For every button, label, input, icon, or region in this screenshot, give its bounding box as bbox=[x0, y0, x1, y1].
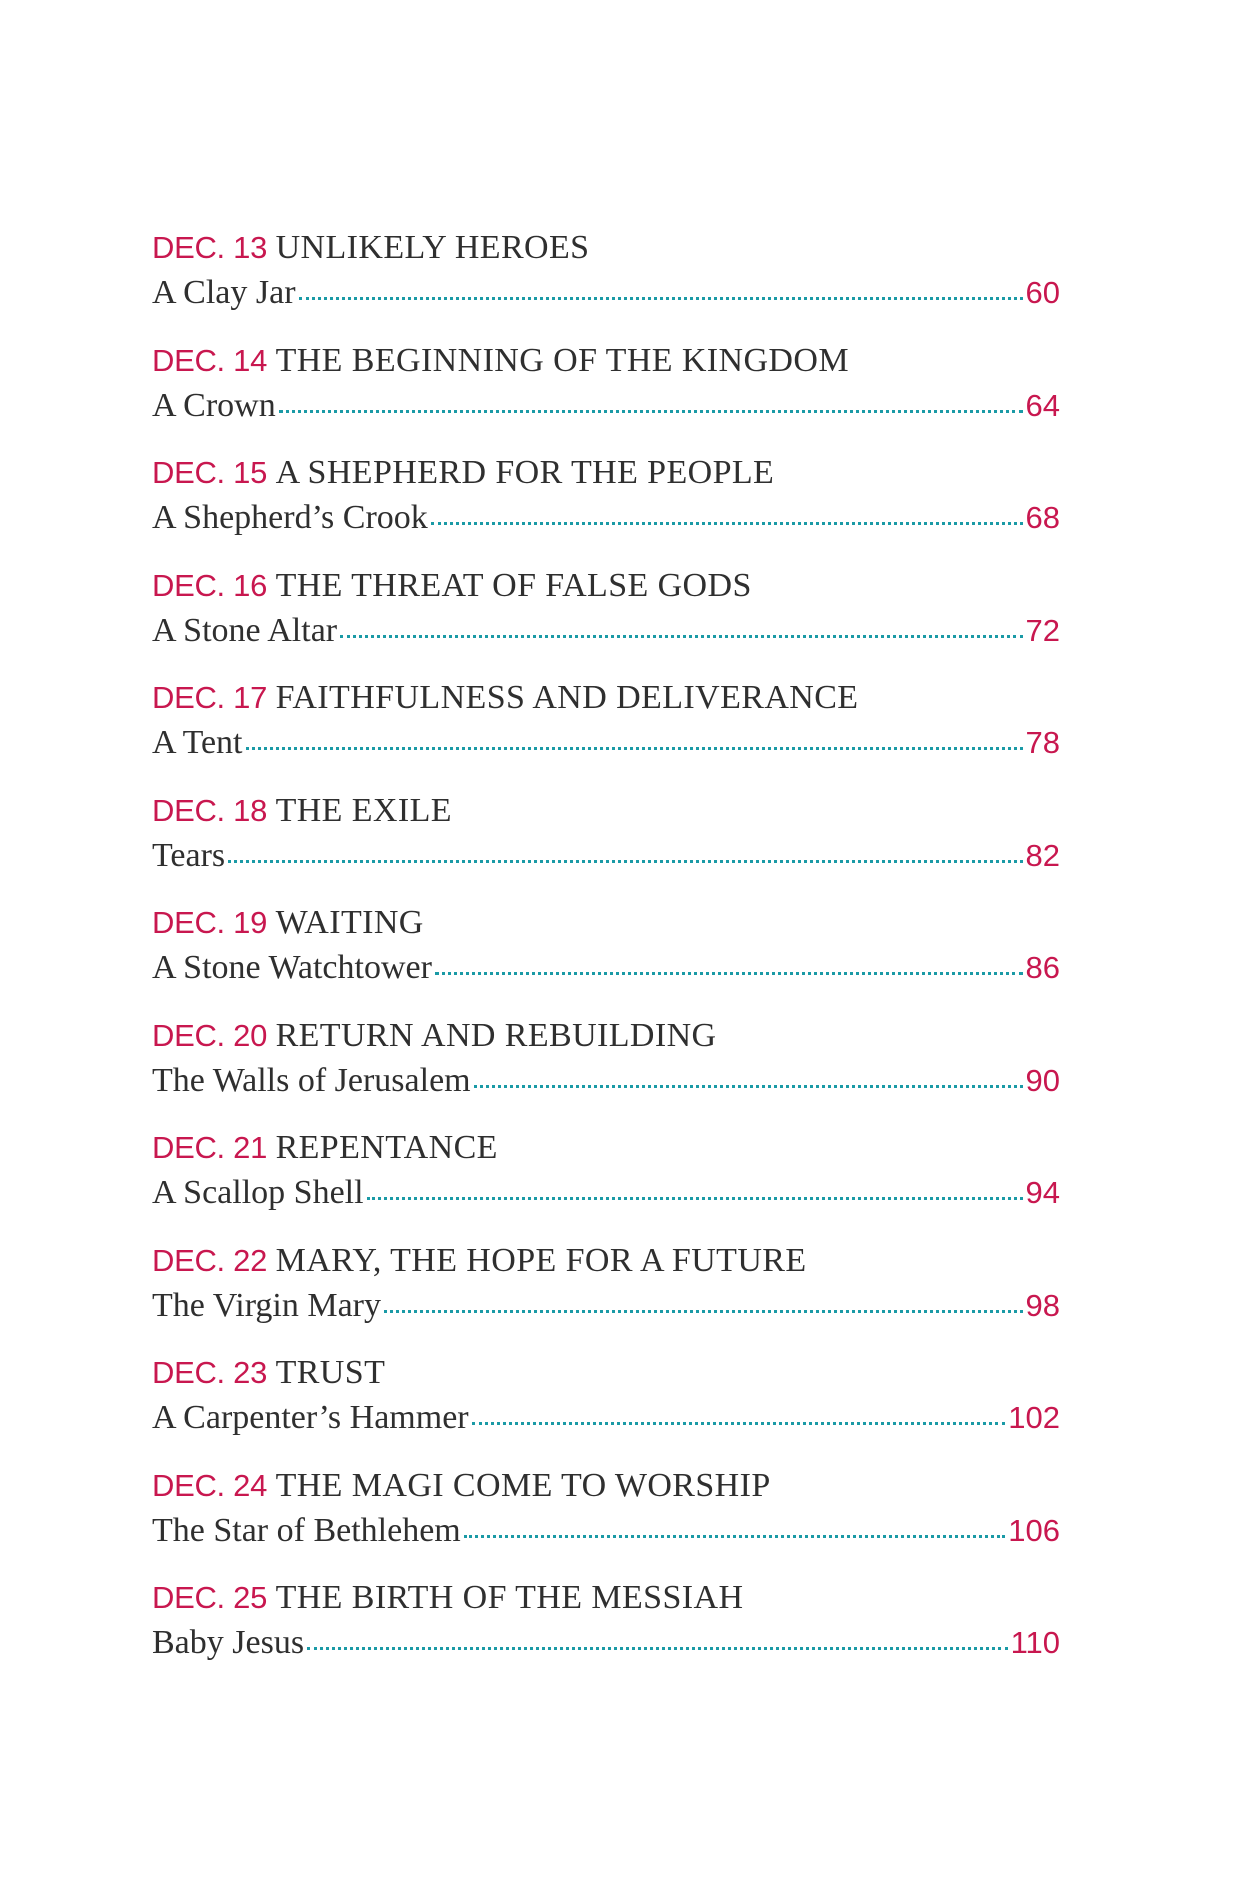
toc-entry-heading bbox=[152, 225, 1060, 270]
toc-entry-page-number: 60 bbox=[1025, 275, 1060, 310]
toc-entry-title: FAITHFULNESS AND DELIVERANCE bbox=[275, 679, 859, 716]
toc-entry-date: DEC. 23 bbox=[152, 1355, 268, 1390]
toc-entry-subtitle: Tears bbox=[152, 836, 226, 874]
toc-entry bbox=[152, 450, 1060, 563]
dot-leader bbox=[431, 522, 1023, 525]
toc-entry bbox=[152, 900, 1060, 1013]
toc-entry-heading bbox=[152, 1238, 1060, 1283]
toc-entry-title: THE BEGINNING OF THE KINGDOM bbox=[275, 341, 849, 379]
toc-entry-line[interactable] bbox=[152, 1620, 1060, 1665]
toc-entry-page-number: 78 bbox=[1025, 725, 1060, 760]
toc-entry-line[interactable] bbox=[152, 608, 1060, 653]
toc-entry-title: THE THREAT OF FALSE GODS bbox=[275, 566, 752, 604]
toc-entry-heading bbox=[152, 338, 1060, 383]
toc-entry bbox=[152, 225, 1060, 338]
toc-entry-page-number: 72 bbox=[1025, 612, 1060, 648]
toc-entry-title: A SHEPHERD FOR THE PEOPLE bbox=[275, 454, 775, 491]
toc-entry-subtitle: A Stone Altar bbox=[152, 611, 338, 649]
toc-entry-heading bbox=[152, 1013, 1060, 1058]
toc-entry bbox=[152, 1238, 1060, 1351]
toc-entry bbox=[152, 788, 1060, 901]
toc-entry-title: RETURN AND REBUILDING bbox=[275, 1016, 717, 1054]
toc-entry-date: DEC. 22 bbox=[152, 1242, 268, 1278]
toc-entry-line[interactable] bbox=[152, 1283, 1060, 1328]
toc-entry-heading bbox=[152, 1125, 1060, 1170]
toc-entry bbox=[152, 1013, 1060, 1126]
toc-entry-title: MARY, THE HOPE FOR A FUTURE bbox=[275, 1241, 807, 1279]
dot-leader bbox=[279, 410, 1023, 413]
toc-entry-date: DEC. 21 bbox=[152, 1130, 268, 1165]
toc-entry-date: DEC. 25 bbox=[152, 1580, 268, 1615]
toc-entry-heading bbox=[152, 675, 1060, 720]
toc-entry-title: WAITING bbox=[275, 904, 424, 941]
toc-entry-date: DEC. 17 bbox=[152, 680, 268, 715]
toc-entry-date: DEC. 14 bbox=[152, 342, 268, 378]
toc-entry-heading bbox=[152, 788, 1060, 833]
toc-entry-heading bbox=[152, 450, 1060, 495]
table-of-contents bbox=[152, 225, 1060, 1688]
toc-entry-line[interactable] bbox=[152, 1395, 1060, 1440]
toc-entry-page-number: 68 bbox=[1025, 500, 1060, 535]
toc-entry-line[interactable] bbox=[152, 383, 1060, 428]
toc-entry-line[interactable] bbox=[152, 833, 1060, 878]
toc-entry-page-number: 82 bbox=[1025, 837, 1060, 873]
toc-entry bbox=[152, 1463, 1060, 1576]
toc-entry-title: TRUST bbox=[275, 1354, 386, 1391]
toc-entry-page-number: 106 bbox=[1008, 1512, 1060, 1548]
toc-entry bbox=[152, 1125, 1060, 1238]
toc-entry-line[interactable] bbox=[152, 270, 1060, 315]
toc-entry-line[interactable] bbox=[152, 495, 1060, 540]
toc-entry-page-number: 64 bbox=[1025, 387, 1060, 423]
toc-entry-subtitle: A Crown bbox=[152, 386, 276, 424]
toc-entry-page-number: 102 bbox=[1008, 1400, 1060, 1435]
toc-entry-date: DEC. 13 bbox=[152, 230, 268, 265]
toc-entry-title: THE EXILE bbox=[275, 791, 452, 829]
toc-entry-heading bbox=[152, 1350, 1060, 1395]
toc-entry-date: DEC. 19 bbox=[152, 905, 268, 940]
toc-entry-heading bbox=[152, 563, 1060, 608]
dot-leader bbox=[307, 1647, 1008, 1650]
toc-entry-subtitle: A Stone Watchtower bbox=[152, 949, 432, 986]
toc-entry-date: DEC. 18 bbox=[152, 792, 268, 828]
dot-leader bbox=[464, 1535, 1006, 1538]
toc-entry bbox=[152, 338, 1060, 451]
dot-leader bbox=[340, 635, 1022, 638]
toc-entry-line[interactable] bbox=[152, 1170, 1060, 1215]
toc-entry-title: UNLIKELY HEROES bbox=[275, 229, 590, 266]
toc-entry-date: DEC. 20 bbox=[152, 1017, 268, 1053]
toc-entry-date: DEC. 15 bbox=[152, 455, 268, 490]
toc-entry-date: DEC. 16 bbox=[152, 567, 268, 603]
dot-leader bbox=[384, 1310, 1023, 1313]
toc-entry-subtitle: The Walls of Jerusalem bbox=[152, 1061, 471, 1099]
toc-entry-page-number: 98 bbox=[1025, 1287, 1060, 1323]
toc-entry-heading bbox=[152, 1463, 1060, 1508]
toc-entry-subtitle: A Carpenter’s Hammer bbox=[152, 1399, 469, 1436]
dot-leader bbox=[367, 1197, 1023, 1200]
toc-entry-subtitle: A Shepherd’s Crook bbox=[152, 499, 428, 536]
toc-entry-title: THE MAGI COME TO WORSHIP bbox=[275, 1466, 771, 1504]
toc-entry-subtitle: Baby Jesus bbox=[152, 1624, 305, 1661]
toc-entry bbox=[152, 1350, 1060, 1463]
toc-entry-page-number: 110 bbox=[1010, 1625, 1060, 1660]
dot-leader bbox=[299, 297, 1023, 300]
dot-leader bbox=[228, 860, 1022, 863]
toc-entry-line[interactable] bbox=[152, 945, 1060, 990]
toc-entry-page-number: 86 bbox=[1025, 950, 1060, 985]
toc-entry-line[interactable] bbox=[152, 1058, 1060, 1103]
toc-entry bbox=[152, 1575, 1060, 1688]
dot-leader bbox=[472, 1422, 1006, 1425]
toc-entry-subtitle: The Star of Bethlehem bbox=[152, 1511, 461, 1549]
toc-entry-title: THE BIRTH OF THE MESSIAH bbox=[275, 1579, 744, 1616]
toc-entry-date: DEC. 24 bbox=[152, 1467, 268, 1503]
toc-entry-line[interactable] bbox=[152, 720, 1060, 765]
toc-entry-heading bbox=[152, 1575, 1060, 1620]
toc-entry-subtitle: A Scallop Shell bbox=[152, 1174, 364, 1211]
toc-entry-page-number: 90 bbox=[1025, 1062, 1060, 1098]
toc-entry-line[interactable] bbox=[152, 1508, 1060, 1553]
toc-entry-subtitle: A Clay Jar bbox=[152, 274, 296, 311]
dot-leader bbox=[435, 972, 1023, 975]
dot-leader bbox=[246, 747, 1023, 750]
toc-entry-subtitle: The Virgin Mary bbox=[152, 1286, 382, 1324]
toc-entry-title: REPENTANCE bbox=[275, 1129, 498, 1166]
toc-entry bbox=[152, 675, 1060, 788]
toc-entry-page-number: 94 bbox=[1025, 1175, 1060, 1210]
toc-entry-heading bbox=[152, 900, 1060, 945]
toc-entry bbox=[152, 563, 1060, 676]
toc-entry-subtitle: A Tent bbox=[152, 724, 243, 761]
dot-leader bbox=[474, 1085, 1023, 1088]
